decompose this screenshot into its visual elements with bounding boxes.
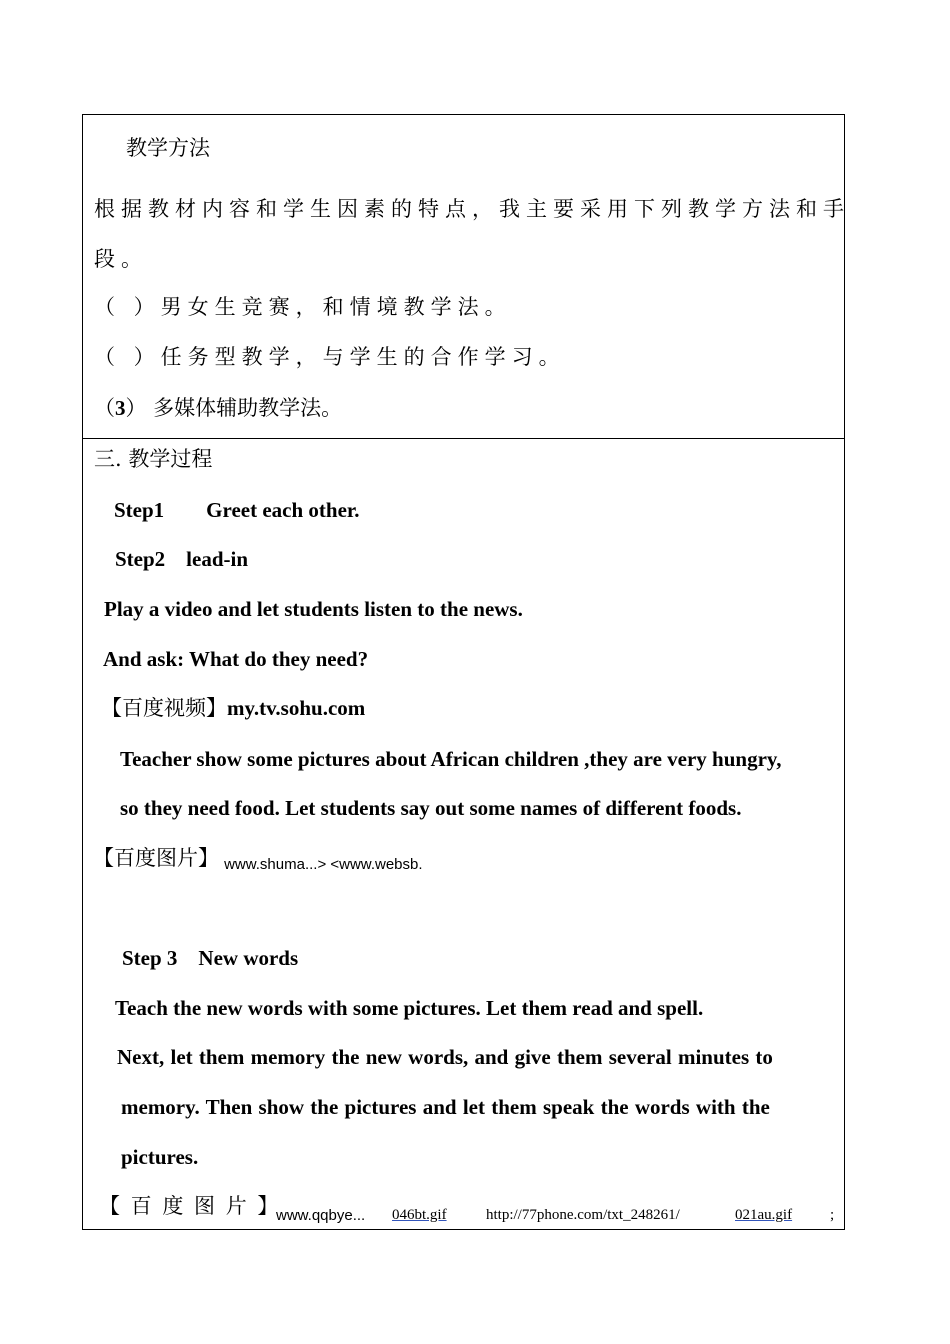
next-line-2: memory. Then show the pictures and let them speak the words with the [121,1095,770,1119]
step1-heading: Step1 Greet each other. [114,498,360,522]
teaching-methods-cell [82,114,850,439]
method-item-1: （ ）男女生竞赛，和情境教学法。 [94,295,512,319]
method-item-3-open: （ [94,396,115,420]
method-item-3 [94,398,342,419]
teaching-process-cell [82,438,845,1230]
baidu-video-ref [101,698,365,719]
teach-words-line: Teach the new words with some pictures. Let them read and spell. [115,996,704,1020]
step3-heading: Step 3 New words [122,946,299,970]
next-line-1: Next, let them memory the new words, and give them several minutes to [117,1045,773,1069]
section-title-process: 三. 教学过程 [94,447,213,471]
teacher-line-2: so they need food. Let students say out some names of different foods. [120,796,742,820]
method-item-3-number: 3 [115,396,126,420]
video-instruction: Play a video and let students listen to the news. [104,597,523,621]
teacher-line-1: Teacher show some pictures about African children ,they are very hungry, [120,747,782,771]
baidu-video-label: 【百度视频】 [101,696,227,720]
pic-file-link-2[interactable]: 021au.gif [735,1207,793,1223]
baidu-pic-ref-1 [93,846,423,873]
baidu-pic-label-2: 【 百 度 图 片 】 [99,1194,281,1218]
baidu-pic-label-1: 【百度图片】 [93,846,219,870]
step2-heading: Step2 lead-in [115,547,249,571]
ask-question: And ask: What do they need? [103,647,369,671]
pic-source-site: www.qqbye... [276,1207,366,1224]
baidu-video-url: my.tv.sohu.com [227,696,366,720]
baidu-pic-source-1: www.shuma...> <www.websb. [224,856,423,873]
method-item-3-text: ） 多媒体辅助教学法。 [125,396,343,420]
section-title-methods: 教学方法 [126,136,210,160]
pic-file-link-1[interactable]: 046bt.gif [392,1207,447,1223]
methods-intro-line2: 段。 [94,247,148,271]
method-item-2: （ ）任务型教学，与学生的合作学习。 [94,345,566,369]
next-line-3: pictures. [121,1145,199,1169]
baidu-pic-ref-2 [99,1194,839,1224]
trailing-semicolon: ; [830,1207,835,1223]
pic-url-text: http://77phone.com/txt_248261/ [486,1207,680,1223]
methods-intro-line1: 根据教材内容和学生因素的特点，我主要采用下列教学方法和手 [94,197,850,221]
